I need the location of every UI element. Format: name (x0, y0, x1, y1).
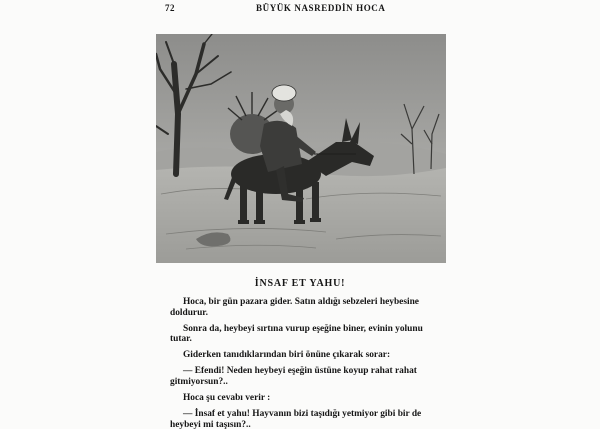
text-line: — İnsaf et yahu! Hayvanın bizi taşıdığı yetmiyor gibi bir de (183, 409, 422, 420)
paragraph (170, 350, 445, 361)
illustration-hoca-on-donkey (156, 34, 446, 263)
text-line: doldurur. (170, 307, 208, 318)
page-number: 72 (165, 3, 175, 13)
story-title: İNSAF ET YAHU! (254, 278, 346, 289)
running-title: BÜYÜK NASREDDİN HOCA (256, 3, 386, 13)
paragraph (170, 366, 445, 387)
text-line: Hoca şu cevabı verir : (183, 393, 271, 404)
text-line: gitmiyorsun?.. (170, 377, 228, 388)
text-line: tutar. (170, 334, 192, 345)
page-header (0, 3, 600, 15)
paragraph (170, 409, 445, 429)
text-line: Hoca, bir gün pazara gider. Satın aldığı sebzeleri heybesine (183, 297, 419, 307)
paragraph (170, 297, 445, 318)
text-line: — Efendi! Neden heybeyi eşeğin üstüne koyup rahat rahat (183, 366, 417, 377)
text-line: heybeyi mi taşısın?.. (170, 419, 251, 429)
paragraph (170, 324, 445, 345)
story-body (170, 297, 445, 429)
text-line: Sonra da, heybeyi sırtına vurup eşeğine biner, evinin yolunu (183, 323, 423, 334)
paragraph (170, 393, 445, 404)
text-line: Giderken tanıdıklarından biri önüne çıkarak sorar: (183, 350, 391, 361)
illustration-drawing (156, 34, 446, 263)
